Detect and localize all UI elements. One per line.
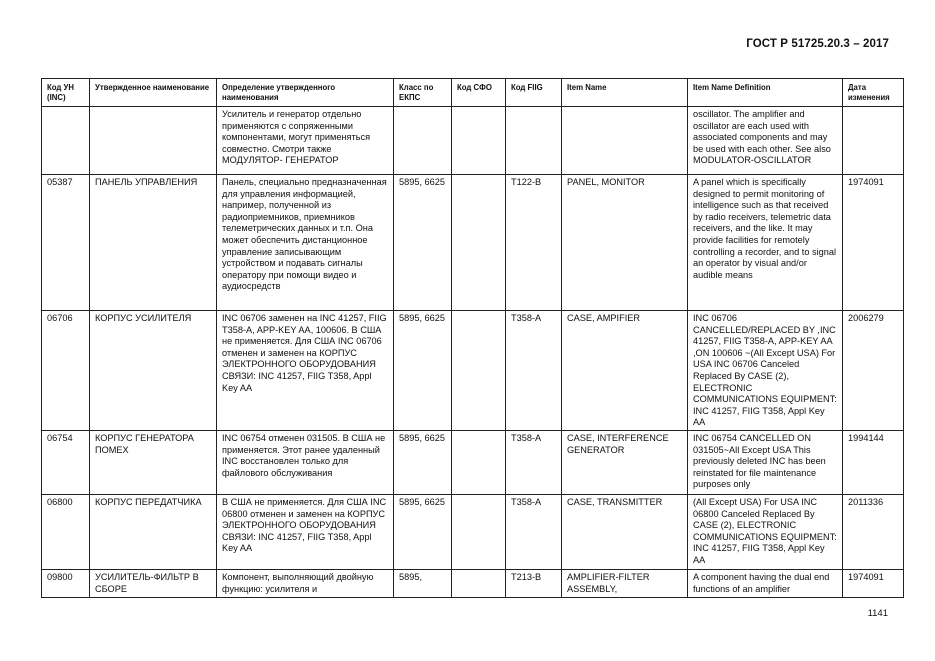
- cell-ekps-class: 5895,: [394, 570, 452, 598]
- column-header-approved-name: Утвержденное наименование: [90, 79, 217, 107]
- cell-item-name-definition: A component having the dual end functions of an amplifier: [688, 570, 843, 598]
- cell-sfo-code: [452, 311, 506, 431]
- table-row: [42, 431, 904, 495]
- column-header-item-name-definition: Item Name Definition: [688, 79, 843, 107]
- cell-inc: 05387: [42, 175, 90, 311]
- cell-inc: 06706: [42, 311, 90, 431]
- column-header-fiig-code: Код FIIG: [506, 79, 562, 107]
- cell-fiig-code: T358-A: [506, 431, 562, 495]
- cell-approved-name: КОРПУС ПЕРЕДАТЧИКА: [90, 495, 217, 570]
- column-header-item-name: Item Name: [562, 79, 688, 107]
- cell-approved-name: УСИЛИТЕЛЬ-ФИЛЬТР В СБОРЕ: [90, 570, 217, 598]
- cell-name-definition: Панель, специально предназначенная для управления информацией, например, полученной из радиоприемников, приемников телеметрических данных и т.п. Она может обеспечить дистанционное управление записывающим устройством и подавать сигналы оператору при помощи видео и аудиосредств: [217, 175, 394, 311]
- table-row: [42, 107, 904, 175]
- table-row: [42, 495, 904, 570]
- cell-name-definition: INC 06706 заменен на INC 41257, FIIG T358-A, APP-KEY AA, 100606. В США не применяется. Для США INC 06706 отменен и заменен на КОРПУС ЭЛЕКТРОННОГО ОБОРУДОВАНИЯ СВЯЗИ: INC 41257, FIIG T358, Appl Key AA: [217, 311, 394, 431]
- column-header-inc: Код УН (INC): [42, 79, 90, 107]
- column-header-sfo-code: Код СФО: [452, 79, 506, 107]
- cell-ekps-class: 5895, 6625: [394, 431, 452, 495]
- cell-change-date: 1974091: [843, 175, 904, 311]
- table-row: [42, 175, 904, 311]
- classification-table: [41, 78, 904, 598]
- cell-approved-name: ПАНЕЛЬ УПРАВЛЕНИЯ: [90, 175, 217, 311]
- cell-ekps-class: 5895, 6625: [394, 175, 452, 311]
- cell-item-name: CASE, AMPIFIER: [562, 311, 688, 431]
- table-header-row: [42, 79, 904, 107]
- cell-change-date: 2006279: [843, 311, 904, 431]
- cell-ekps-class: 5895, 6625: [394, 311, 452, 431]
- table-row: [42, 570, 904, 598]
- cell-item-name-definition: INC 06706 CANCELLED/REPLACED BY ,INC 41257, FIIG T358-A, APP-KEY AA ,ON 100606 ~(All Except USA) For USA INC 06706 Canceled Replaced By CASE (2), ELECTRONIC COMMUNICATIONS EQUIPMENT: INC 41257, FIIG T358, Appl Key AA: [688, 311, 843, 431]
- cell-inc: 09800: [42, 570, 90, 598]
- cell-fiig-code: T358-A: [506, 311, 562, 431]
- cell-item-name: [562, 107, 688, 175]
- cell-sfo-code: [452, 431, 506, 495]
- cell-fiig-code: T122-B: [506, 175, 562, 311]
- cell-name-definition: В США не применяется. Для США INC 06800 отменен и заменен на КОРПУС ЭЛЕКТРОННОГО ОБОРУДОВАНИЯ СВЯЗИ: INC 41257, FIIG T358, Appl Key AA: [217, 495, 394, 570]
- cell-change-date: 2011336: [843, 495, 904, 570]
- cell-approved-name: КОРПУС ГЕНЕРАТОРА ПОМЕХ: [90, 431, 217, 495]
- cell-item-name-definition: oscillator. The amplifier and oscillator are each used with associated components and may be used with each other. See also MODULATOR-OSCILLATOR: [688, 107, 843, 175]
- cell-inc: 06754: [42, 431, 90, 495]
- cell-sfo-code: [452, 175, 506, 311]
- cell-item-name: AMPLIFIER-FILTER ASSEMBLY,: [562, 570, 688, 598]
- cell-change-date: [843, 107, 904, 175]
- cell-item-name-definition: INC 06754 CANCELLED ON 031505~All Except USA This previously deleted INC has been reinstated for file maintenance purposes only: [688, 431, 843, 495]
- cell-fiig-code: T358-A: [506, 495, 562, 570]
- cell-approved-name: КОРПУС УСИЛИТЕЛЯ: [90, 311, 217, 431]
- cell-item-name: CASE, TRANSMITTER: [562, 495, 688, 570]
- column-header-ekps-class: Класс по ЕКПС: [394, 79, 452, 107]
- cell-change-date: 1994144: [843, 431, 904, 495]
- document-standard-header: ГОСТ Р 51725.20.3 – 2017: [746, 38, 889, 50]
- cell-ekps-class: 5895, 6625: [394, 495, 452, 570]
- cell-ekps-class: [394, 107, 452, 175]
- column-header-name-definition: Определение утвержденного наименования: [217, 79, 394, 107]
- column-header-change-date: Дата изменения: [843, 79, 904, 107]
- cell-change-date: 1974091: [843, 570, 904, 598]
- cell-inc: 06800: [42, 495, 90, 570]
- table-row: [42, 311, 904, 431]
- cell-sfo-code: [452, 495, 506, 570]
- cell-name-definition: Компонент, выполняющий двойную функцию: усилителя и: [217, 570, 394, 598]
- cell-fiig-code: T213-B: [506, 570, 562, 598]
- cell-item-name: PANEL, MONITOR: [562, 175, 688, 311]
- cell-fiig-code: [506, 107, 562, 175]
- cell-approved-name: [90, 107, 217, 175]
- cell-item-name-definition: (All Except USA) For USA INC 06800 Canceled Replaced By CASE (2), ELECTRONIC COMMUNICATIONS EQUIPMENT: INC 41257, FIIG T358, Appl Key AA: [688, 495, 843, 570]
- page-number: 1141: [867, 608, 888, 619]
- cell-item-name-definition: A panel which is specifically designed to permit monitoring of intelligence such as that received by radio receivers, telemetric data receivers, and the like. It may provide facilities for remotely controlling a recorder, and to signal an operator by visual and/or audible means: [688, 175, 843, 311]
- cell-sfo-code: [452, 570, 506, 598]
- cell-inc: [42, 107, 90, 175]
- cell-name-definition: INC 06754 отменен 031505. В США не применяется. Этот ранее удаленный INC восстановлен только для файлового обслуживания: [217, 431, 394, 495]
- cell-name-definition: Усилитель и генератор отдельно применяются с сопряженными компонентами, могут применяться совместно. Смотри также МОДУЛЯТОР- ГЕНЕРАТОР: [217, 107, 394, 175]
- cell-sfo-code: [452, 107, 506, 175]
- cell-item-name: CASE, INTERFERENCE GENERATOR: [562, 431, 688, 495]
